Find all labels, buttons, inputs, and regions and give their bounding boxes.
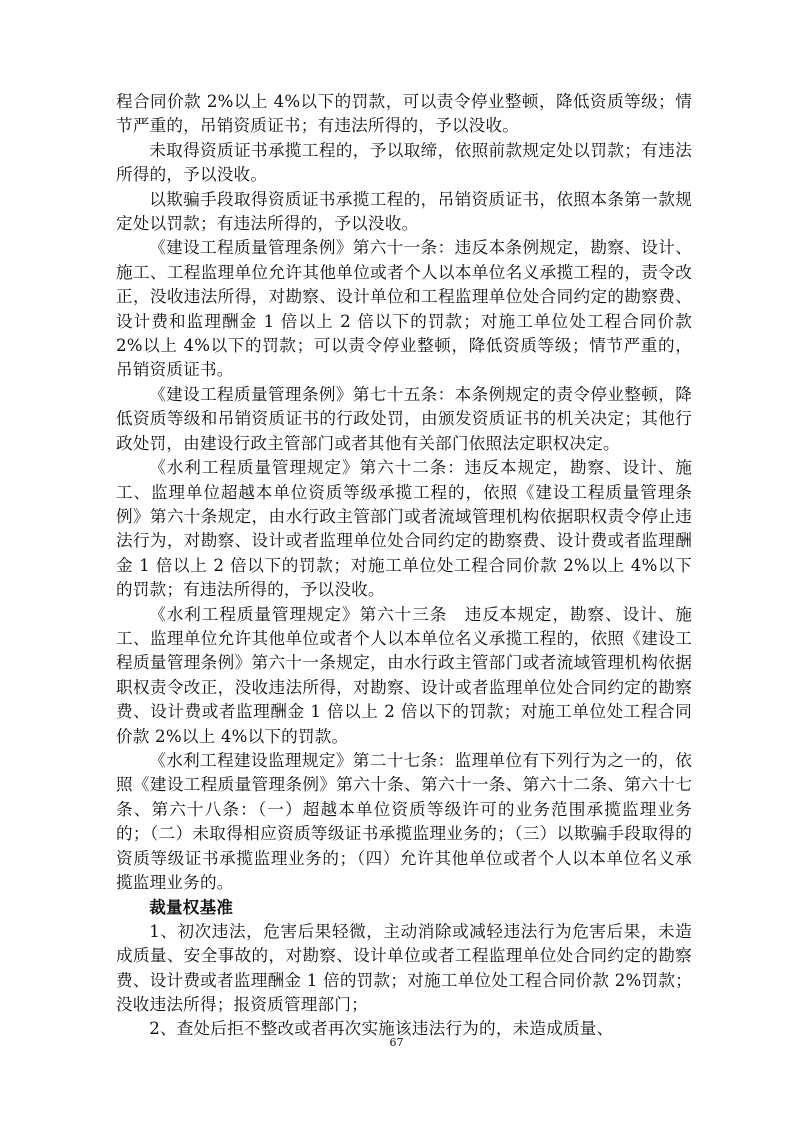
paragraph-water-article-62: 《水利工程质量管理规定》第六十二条：违反本规定，勘察、设计、施工、监理单位超越本单位资质等级承揽工程的，依照《建设工程质量管理条例》第六十条规定，由水行政主管部门或者流域管理机构依据职权责令停止违法行为，对勘察、设计或者监理单位处合同约定的勘察费、设计费或者监理酬金 1 倍以上 2 倍以下的罚款；对施工单位处工程合同价款 2%以上 4%以下的罚款；有违法所得的，予以没收。 [116, 458, 692, 600]
paragraph-article-61: 《建设工程质量管理条例》第六十一条：违反本条例规定，勘察、设计、施工、工程监理单位允许其他单位或者个人以本单位名义承揽工程的，责令改正，没收违法所得，对勘察、设计单位和工程监理单位处合同约定的勘察费、设计费和监理酬金 1 倍以上 2 倍以下的罚款；对施工单位处工程合同价款 2%以上 4%以下的罚款；可以责令停业整顿，降低资质等级；情节严重的，吊销资质证书。 [116, 238, 692, 380]
paragraph-supervision-article-27: 《水利工程建设监理规定》第二十七条：监理单位有下列行为之一的，依照《建设工程质量管理条例》第六十条、第六十一条、第六十二条、第六十七条、第六十八条：（一）超越本单位资质等级许可的业务范围承揽监理业务的；（二）未取得相应资质等级证书承揽监理业务的；（三）以欺骗手段取得的资质等级证书承揽监理业务的；（四）允许其他单位或者个人以本单位名义承揽监理业务的。 [116, 750, 692, 892]
page-number: 67 [389, 1036, 404, 1049]
paragraph-unlicensed-contracting: 未取得资质证书承揽工程的，予以取缔，依照前款规定处以罚款；有违法所得的，予以没收。 [116, 140, 692, 185]
paragraph-continuation: 程合同价款 2%以上 4%以下的罚款，可以责令停业整顿，降低资质等级；情节严重的，吊销资质证书；有违法所得的，予以没收。 [116, 92, 692, 136]
paragraph-water-article-63: 《水利工程质量管理规定》第六十三条 违反本规定，勘察、设计、施工、监理单位允许其他单位或者个人以本单位名义承揽工程的，依照《建设工程质量管理条例》第六十一条规定，由水行政主管部门或者流域管理机构依据职权责令改正，没收违法所得，对勘察、设计或者监理单位处合同约定的勘察费、设计费或者监理酬金 1 倍以上 2 倍以下的罚款；对施工单位处工程合同价款 2%以上 4%以下的罚款。 [116, 604, 692, 746]
section-heading: 裁量权基准 [149, 897, 234, 918]
paragraph-article-75: 《建设工程质量管理条例》第七十五条：本条例规定的责令停业整顿，降低资质等级和吊销资质证书的行政处罚，由颁发资质证书的机关决定；其他行政处罚，由建设行政主管部门或者其他有关部门依照法定职权决定。 [116, 384, 692, 453]
list-item: 1、初次违法，危害后果轻微，主动消除或减轻违法行为危害后果，未造成质量、安全事故的，对勘察、设计单位或者工程监理单位处合同约定的勘察费、设计费或者监理酬金 1 倍的罚款；对施工单位处工程合同价款 2%罚款；没收违法所得；报资质管理部门； [116, 921, 692, 1015]
paragraph-fraudulent-certificate: 以欺骗手段取得资质证书承揽工程的，吊销资质证书，依照本条第一款规定处以罚款；有违法所得的，予以没收。 [116, 189, 692, 234]
page-body [116, 90, 692, 1042]
list-item: 2、查处后拒不整改或者再次实施该违法行为的，未造成质量、 [149, 1019, 614, 1039]
